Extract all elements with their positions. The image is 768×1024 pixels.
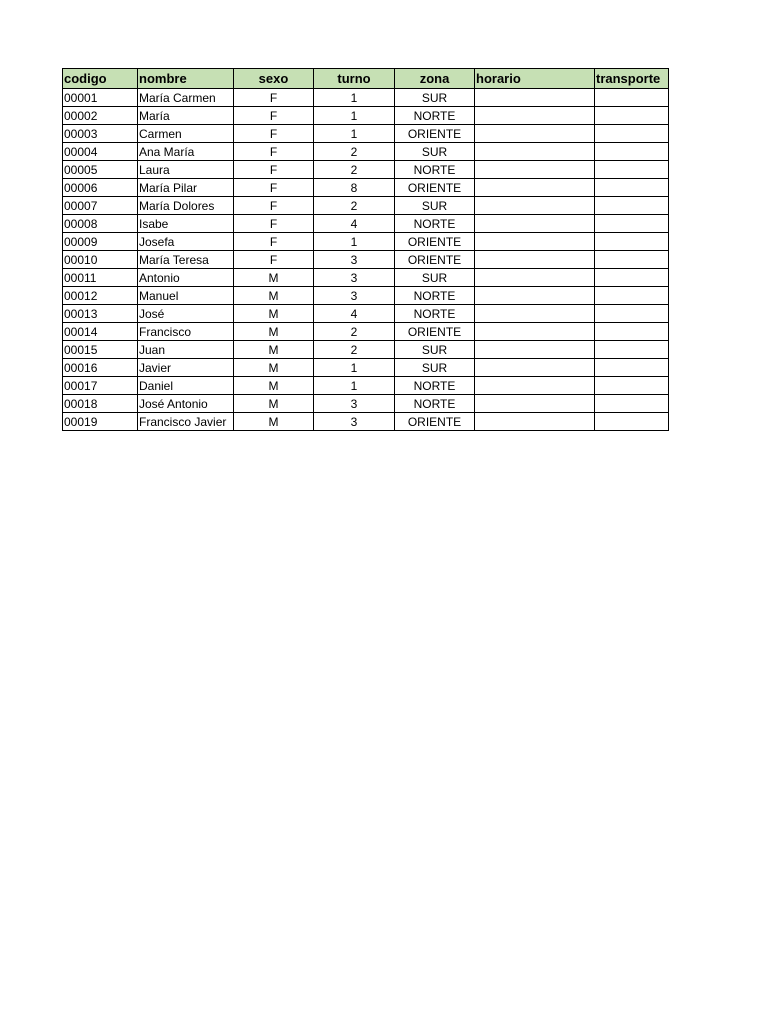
cell-zona[interactable]: ORIENTE <box>395 251 475 269</box>
cell-horario[interactable] <box>475 359 595 377</box>
cell-nombre[interactable]: José Antonio <box>138 395 234 413</box>
cell-turno[interactable]: 3 <box>314 287 395 305</box>
cell-sexo[interactable]: M <box>234 377 314 395</box>
cell-zona[interactable]: NORTE <box>395 107 475 125</box>
cell-codigo[interactable]: 00017 <box>63 377 138 395</box>
cell-nombre[interactable]: Laura <box>138 161 234 179</box>
cell-codigo[interactable]: 00013 <box>63 305 138 323</box>
table-row <box>63 341 669 359</box>
cell-zona[interactable]: SUR <box>395 359 475 377</box>
cell-horario[interactable] <box>475 161 595 179</box>
cell-codigo[interactable]: 00001 <box>63 89 138 107</box>
cell-sexo[interactable]: F <box>234 197 314 215</box>
cell-transporte[interactable] <box>595 395 669 413</box>
cell-horario[interactable] <box>475 341 595 359</box>
header-transporte[interactable]: transporte <box>595 69 669 89</box>
cell-sexo[interactable]: M <box>234 305 314 323</box>
cell-nombre[interactable]: María Dolores <box>138 197 234 215</box>
cell-sexo[interactable]: M <box>234 395 314 413</box>
cell-sexo[interactable]: M <box>234 341 314 359</box>
cell-turno[interactable]: 1 <box>314 377 395 395</box>
table-row <box>63 197 669 215</box>
cell-turno[interactable]: 4 <box>314 305 395 323</box>
cell-codigo[interactable]: 00014 <box>63 323 138 341</box>
cell-sexo[interactable]: M <box>234 269 314 287</box>
cell-sexo[interactable]: F <box>234 215 314 233</box>
cell-turno[interactable]: 2 <box>314 197 395 215</box>
cell-turno[interactable]: 2 <box>314 341 395 359</box>
cell-turno[interactable]: 3 <box>314 269 395 287</box>
cell-zona[interactable]: SUR <box>395 341 475 359</box>
cell-horario[interactable] <box>475 125 595 143</box>
cell-horario[interactable] <box>475 215 595 233</box>
header-sexo[interactable]: sexo <box>234 69 314 89</box>
cell-sexo[interactable]: F <box>234 251 314 269</box>
cell-nombre[interactable]: Josefa <box>138 233 234 251</box>
cell-sexo[interactable]: F <box>234 161 314 179</box>
cell-transporte[interactable] <box>595 125 669 143</box>
cell-sexo[interactable]: M <box>234 413 314 431</box>
cell-codigo[interactable]: 00012 <box>63 287 138 305</box>
cell-zona[interactable]: ORIENTE <box>395 125 475 143</box>
cell-codigo[interactable]: 00016 <box>63 359 138 377</box>
cell-horario[interactable] <box>475 287 595 305</box>
table-row <box>63 323 669 341</box>
cell-horario[interactable] <box>475 251 595 269</box>
cell-sexo[interactable]: M <box>234 359 314 377</box>
cell-sexo[interactable]: F <box>234 233 314 251</box>
table-row <box>63 161 669 179</box>
cell-codigo[interactable]: 00010 <box>63 251 138 269</box>
cell-nombre[interactable]: Manuel <box>138 287 234 305</box>
cell-sexo[interactable]: F <box>234 107 314 125</box>
cell-horario[interactable] <box>475 143 595 161</box>
cell-codigo[interactable]: 00008 <box>63 215 138 233</box>
cell-nombre[interactable]: María Pilar <box>138 179 234 197</box>
cell-zona[interactable]: NORTE <box>395 395 475 413</box>
table-row <box>63 179 669 197</box>
cell-nombre[interactable]: José <box>138 305 234 323</box>
cell-transporte[interactable] <box>595 233 669 251</box>
table-body <box>63 89 669 431</box>
header-row <box>63 69 669 89</box>
table-row <box>63 395 669 413</box>
cell-turno[interactable]: 4 <box>314 215 395 233</box>
cell-zona[interactable]: ORIENTE <box>395 233 475 251</box>
cell-codigo[interactable]: 00005 <box>63 161 138 179</box>
cell-codigo[interactable]: 00019 <box>63 413 138 431</box>
table-row <box>63 269 669 287</box>
cell-zona[interactable]: SUR <box>395 89 475 107</box>
cell-horario[interactable] <box>475 269 595 287</box>
header-turno[interactable]: turno <box>314 69 395 89</box>
cell-horario[interactable] <box>475 197 595 215</box>
cell-transporte[interactable] <box>595 377 669 395</box>
cell-nombre[interactable]: Daniel <box>138 377 234 395</box>
cell-zona[interactable]: ORIENTE <box>395 413 475 431</box>
cell-sexo[interactable]: F <box>234 89 314 107</box>
cell-nombre[interactable]: Francisco <box>138 323 234 341</box>
cell-zona[interactable]: SUR <box>395 269 475 287</box>
cell-codigo[interactable]: 00007 <box>63 197 138 215</box>
cell-zona[interactable]: NORTE <box>395 287 475 305</box>
cell-turno[interactable]: 1 <box>314 125 395 143</box>
cell-turno[interactable]: 1 <box>314 89 395 107</box>
cell-horario[interactable] <box>475 323 595 341</box>
cell-horario[interactable] <box>475 89 595 107</box>
header-zona[interactable]: zona <box>395 69 475 89</box>
cell-codigo[interactable]: 00018 <box>63 395 138 413</box>
cell-turno[interactable]: 1 <box>314 107 395 125</box>
cell-nombre[interactable]: Ana María <box>138 143 234 161</box>
cell-horario[interactable] <box>475 179 595 197</box>
table-row <box>63 251 669 269</box>
employee-table <box>62 68 669 431</box>
cell-horario[interactable] <box>475 395 595 413</box>
cell-codigo[interactable]: 00011 <box>63 269 138 287</box>
cell-nombre[interactable]: Javier <box>138 359 234 377</box>
cell-zona[interactable]: SUR <box>395 197 475 215</box>
cell-turno[interactable]: 3 <box>314 413 395 431</box>
cell-sexo[interactable]: M <box>234 323 314 341</box>
header-codigo[interactable]: codigo <box>63 69 138 89</box>
table-row <box>63 143 669 161</box>
cell-horario[interactable] <box>475 107 595 125</box>
table-row <box>63 107 669 125</box>
cell-sexo[interactable]: M <box>234 287 314 305</box>
cell-turno[interactable]: 1 <box>314 359 395 377</box>
cell-transporte[interactable] <box>595 341 669 359</box>
cell-horario[interactable] <box>475 305 595 323</box>
cell-horario[interactable] <box>475 233 595 251</box>
cell-transporte[interactable] <box>595 359 669 377</box>
table-row <box>63 413 669 431</box>
cell-transporte[interactable] <box>595 305 669 323</box>
cell-transporte[interactable] <box>595 143 669 161</box>
table-row <box>63 305 669 323</box>
header-nombre[interactable]: nombre <box>138 69 234 89</box>
cell-transporte[interactable] <box>595 179 669 197</box>
cell-nombre[interactable]: Francisco Javier <box>138 413 234 431</box>
cell-transporte[interactable] <box>595 251 669 269</box>
cell-turno[interactable]: 2 <box>314 323 395 341</box>
cell-transporte[interactable] <box>595 413 669 431</box>
header-horario[interactable]: horario <box>475 69 595 89</box>
cell-sexo[interactable]: F <box>234 125 314 143</box>
cell-zona[interactable]: SUR <box>395 143 475 161</box>
cell-transporte[interactable] <box>595 287 669 305</box>
cell-nombre[interactable]: María Carmen <box>138 89 234 107</box>
cell-sexo[interactable]: F <box>234 143 314 161</box>
cell-turno[interactable]: 8 <box>314 179 395 197</box>
table-row <box>63 287 669 305</box>
cell-turno[interactable]: 3 <box>314 395 395 413</box>
cell-nombre[interactable]: María <box>138 107 234 125</box>
cell-transporte[interactable] <box>595 89 669 107</box>
cell-transporte[interactable] <box>595 107 669 125</box>
cell-nombre[interactable]: María Teresa <box>138 251 234 269</box>
cell-zona[interactable]: NORTE <box>395 305 475 323</box>
cell-codigo[interactable]: 00002 <box>63 107 138 125</box>
cell-zona[interactable]: NORTE <box>395 377 475 395</box>
cell-nombre[interactable]: Juan <box>138 341 234 359</box>
cell-codigo[interactable]: 00003 <box>63 125 138 143</box>
cell-transporte[interactable] <box>595 215 669 233</box>
cell-zona[interactable]: NORTE <box>395 215 475 233</box>
cell-transporte[interactable] <box>595 161 669 179</box>
cell-nombre[interactable]: Isabe <box>138 215 234 233</box>
cell-turno[interactable]: 1 <box>314 233 395 251</box>
cell-zona[interactable]: ORIENTE <box>395 179 475 197</box>
table-row <box>63 125 669 143</box>
cell-codigo[interactable]: 00009 <box>63 233 138 251</box>
table-row <box>63 359 669 377</box>
table-row <box>63 89 669 107</box>
table-row <box>63 215 669 233</box>
cell-turno[interactable]: 2 <box>314 143 395 161</box>
cell-nombre[interactable]: Antonio <box>138 269 234 287</box>
cell-codigo[interactable]: 00015 <box>63 341 138 359</box>
cell-zona[interactable]: NORTE <box>395 161 475 179</box>
cell-sexo[interactable]: F <box>234 179 314 197</box>
cell-turno[interactable]: 3 <box>314 251 395 269</box>
cell-transporte[interactable] <box>595 323 669 341</box>
cell-nombre[interactable]: Carmen <box>138 125 234 143</box>
table-row <box>63 233 669 251</box>
cell-codigo[interactable]: 00006 <box>63 179 138 197</box>
cell-codigo[interactable]: 00004 <box>63 143 138 161</box>
cell-transporte[interactable] <box>595 269 669 287</box>
cell-horario[interactable] <box>475 413 595 431</box>
cell-transporte[interactable] <box>595 197 669 215</box>
cell-horario[interactable] <box>475 377 595 395</box>
table-row <box>63 377 669 395</box>
cell-turno[interactable]: 2 <box>314 161 395 179</box>
cell-zona[interactable]: ORIENTE <box>395 323 475 341</box>
